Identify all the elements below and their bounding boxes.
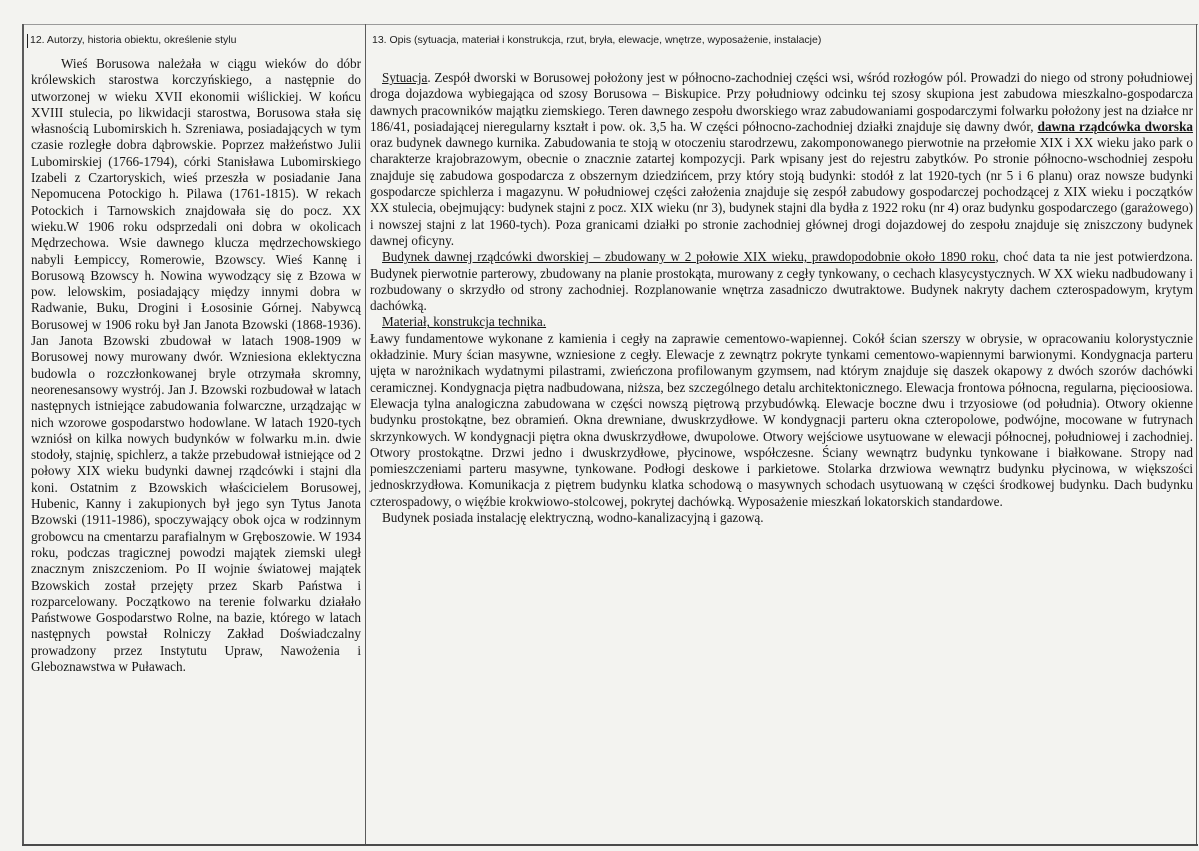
installations-paragraph: Budynek posiada instalację elektryczną, wodno-kanalizacyjną i gazową. xyxy=(382,510,764,526)
history-paragraph: Wieś Borusowa należała w ciągu wieków do dóbr królewskich starostwa korczyńskiego, a następnie do utworzonej w wieku XVII ekonomii wiślickiej. W końcu XVIII stulecia, po likwidacji starostwa, Borusowa stała się własnością Lubomirskich h. Szreniawa, posiadających w tym czasie rozległe dobra dąbrowskie. Poprzez małżeństwo Julii Lubomirskiej (1766-1794), córki Stanisława Lubomirskiego Izabeli z Czartoryskich, wieś przeszła w posiadanie Jana Nepomucena Potockigo h. Pilawa (1761-1815). W rekach Potockich i Tarnowskich znajdowała się do pocz. XX wieku.W 1906 roku odsprzedali oni dobra w okolicach Mędrzechowa. Wsie dawnego klucza mędrzechowskiego nabyli Łempiccy, Romerowie, Bzowscy. Wieś Kannę i Borusową Bzowscy h. Nowina wywodzący się z Bzowa w pow. lelowskim, posiadający między innymi dobra w Radwanie, Buku, Drogini i Łososinie Górnej. Nabywcą Borusowej w 1906 roku był Jan Janota Bzowski (1868-1936). Jan Janota Bzowski zbudował w latach 1908-1909 w Borusowej nowy murowany dwór. Wzniesiona eklektyczna budowla o rozczłonkowanej bryle otrzymała skromny, neorenesansowy wystrój. Jan J. Bzowski rozbudował w latach następnych istniejące zabudowania folwarczne, urządzając w nich wzorowe gospodarstwo hodowlane. W latach 1920-tych wzniósł on kilka nowych budynków w folwarku m.in. dwie stodoły, stajnię, spichlerz, a także przebudował istniejące od 2 połowy XIX wieku budynki dawnej rządcówki i stajni dla koni. Ostatnim z Bzowskich właścicielem Borusowej, Hubenic, Kanny i zakupionych był jego syn Tytus Janota Bzowski (1911-1986), spoczywający obok ojca w rodzinnym grobowcu na cmentarzu parafialnym w Gręboszowie. W 1934 roku, podczas tragicznej powodzi majątek ziemski uległ znacznym zniszczeniom. Po II wojnie światowej majątek Bzowskich został przejęty przez Skarb Państwa i rozparcelowany. Początkowo na terenie folwarku działało Państwowe Gospodarstwo Rolne, na bazie, którego w latach następnych powstał Rolniczy Zakład Doświadczalny prowadzony przez Instytutu Upraw, Nawożenia i Gleboznawstwa w Puławach. xyxy=(31,56,361,674)
building-label: Budynek dawnej rządcówki dworskiej – zbudowany w 2 połowie XIX wieku, prawdopodobnie około 1890 roku xyxy=(382,249,996,265)
section-13-header: 13. Opis (sytuacja, materiał i konstrukcja, rzut, bryła, elewacje, wnętrze, wyposażenie, instalacje) xyxy=(372,34,822,46)
building-paragraph xyxy=(370,249,1193,314)
history-column xyxy=(31,56,361,675)
situation-text-1: . Zespół dworski w Borusowej położony jest w północno-zachodniej części wsi, wśród rozłogów pól. Prowadzi do niego od strony południowej droga dojazdowa wybiegająca od szosy Borusowa – Biskupice. Przy południowy odcinku tej szosy skupiona jest zabudowa mieszkalno-gospodarcza dawnych pracowników majątku ziemskiego. Teren dawnego zespołu dworskiego wraz zabudowaniami gospodarczymi folwarku położony jest na działce nr 186/41, posiadającej nieregularny kształt i pow. ok. 3,5 ha. W części północno-zachodniej działki znajduje się dawny dwór, xyxy=(370,70,1193,134)
building-text: , choć data ta nie jest potwierdzona. Budynek pierwotnie parterowy, zbudowany na planie prostokąta, murowany z cegły tynkowany, o cechach klasycystycznych. W XX wieku nadbudowany i rozbudowany o skrzydło od strony zachodniej. Rozplanowanie wnętrza zasadniczo dwutraktowe. Budynek nakryty dachem czterospadowym, krytym dachówką. xyxy=(370,249,1193,314)
situation-text-2: oraz budynek dawnego kurnika. Zabudowania te stoją w otoczeniu starodrzewu, zakomponowanego pierwotnie na przełomie XIX i XX wieku jako park o charakterze krajobrazowym, obecnie o znacznie zatartej kompozycji. Park wpisany jest do rejestru zabytków. Po stronie północno-wschodniej zespołu znajduje się zabudowa gospodarcza z obszernym dziedzińcem, przy który stoją budynki: stodół z lat 1920-tych (nr 5 i 6 planu) oraz nowsze budynki gospodarcze spichlerza i magazynu. W południowej części założenia znajduje się zespół zabudowy gospodarczej pochodzącej z XIX wieku i początków XX stulecia, obejmujący: budynek stajni z pocz. XIX wieku (nr 3), budynek stajni dla bydła z 1922 roku (nr 4) oraz budynku gospodarczego (garażowego) i nowszej stajni z lat 1960-tych). Poza granicami działki po stronie zachodniej głównej drogi dojazdowej do zespołu znajduje się zniszczony budynek dawnej oficyny. xyxy=(370,135,1193,248)
form-left-border xyxy=(22,24,24,846)
material-paragraph: Ławy fundamentowe wykonane z kamienia i cegły na zaprawie cementowo-wapiennej. Cokół ścian szerszy w obrysie, w opracowaniu kolorystycznie okładzinie. Mury ścian masywne, wzniesione z cegły. Elewacje z zewnątrz pokryte tynkami cementowo-wapiennymi barwionymi. Kondygnacja parteru ujęta w narożnikach wydatnymi pilastrami, zwieńczona profilowanym gzymsem, nad którym znajduje się daszek okapowy z dwóch szorów dachówki ceramicznej. Kondygnacja piętra nadbudowana, niższa, bez szczególnego detalu architektonicznego. Elewacja frontowa północna, regularna, pięcioosiowa. Elewacja tylna analogiczna zabudowana w części nowszą piętrową przybudówką. Elewacje boczne dwu i trzyosiowe (od południa). Otwory okienne budynku prostokątne, bez obramień. Okna drewniane, dwuskrzydłowe. W kondygnacji parteru okna czteropolowe, podwójne, mocowane w futrynach skrzynkowych. W kondygnacji piętra okna dwuskrzydłowe, dwupolowe. Otwory wejściowe usytuowane w elewacji północnej, południowej i zachodniej. Otwory prostokątne. Drzwi jedno i dwuskrzydłowe, płycinowe, współczesne. Ściany wewnątrz budynku tynkowane i białkowane. Stropy nad pomieszczeniami parteru masywne, tynkowane. Podłogi deskowe i parkietowe. Stolarka drzwiowa wewnątrz budynku płycinowa, w większości jednoskrzydłowa. Komunikacja z piętrem budynku klatka schodową o masywnych schodach usytuowaną w części środkowej budynku. Dach budynku czterospadowy, o więźbie krokwiowo-stolcowej, pokrytej dachówką. Wyposażenie mieszkań lokatorskich standardowe. xyxy=(370,330,1193,509)
section-12-header: 12. Autorzy, historia obiektu, określenie stylu xyxy=(30,34,237,46)
column-divider xyxy=(365,24,366,846)
situation-label: Sytuacja xyxy=(382,70,428,85)
form-bottom-border xyxy=(22,844,1198,846)
description-column xyxy=(370,70,1193,526)
material-label: Materiał, konstrukcja technika. xyxy=(382,314,547,330)
form-top-border xyxy=(22,24,1198,25)
situation-bold-text: dawna rządcówka dworska xyxy=(1037,118,1193,134)
situation-paragraph xyxy=(370,70,1193,249)
material-heading xyxy=(370,314,1193,330)
form-right-border xyxy=(1196,24,1197,846)
